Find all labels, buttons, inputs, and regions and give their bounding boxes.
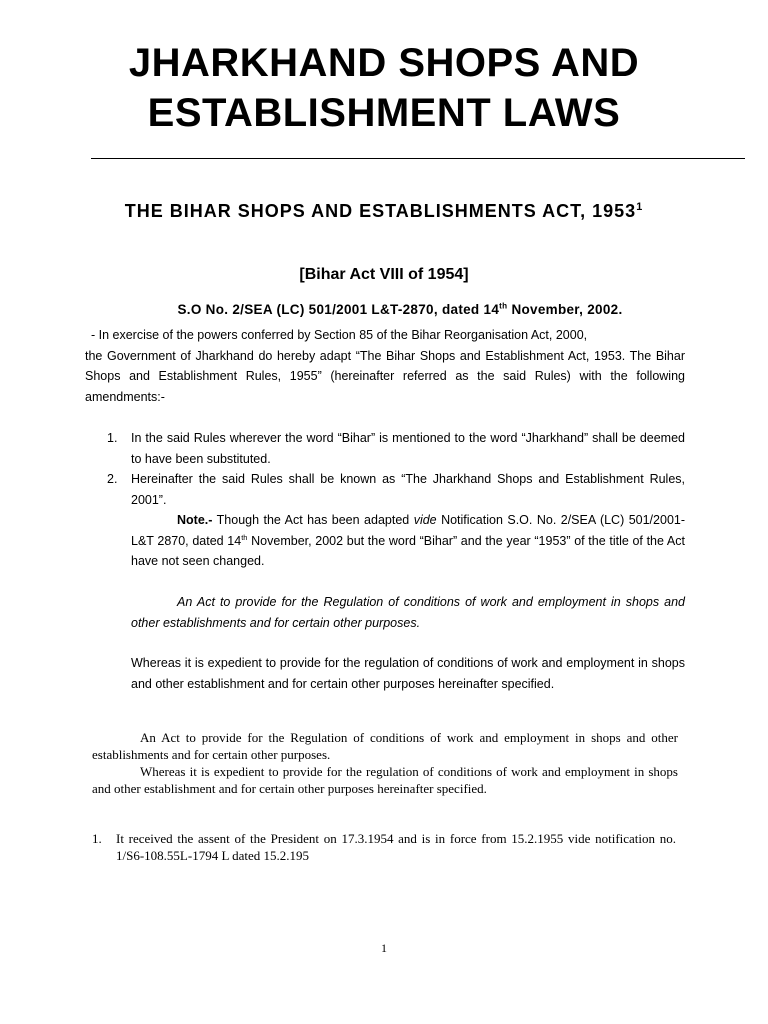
title-divider — [91, 158, 745, 159]
footnote-number: 1. — [92, 831, 102, 846]
list-item — [107, 428, 685, 469]
note-text-1: Though the Act has been adapted — [212, 513, 414, 527]
list-item — [107, 469, 685, 510]
note-label: Note.- — [177, 513, 213, 527]
so-line-sup: th — [499, 301, 508, 311]
footnote-text: It received the assent of the President on 17.3.1954 and is in force from 15.2.1955 vide notification no. 1/S6-108.55L-1794 L dated 15.2.195 — [116, 831, 676, 863]
so-line-tail: November, 2002. — [507, 302, 623, 317]
whereas-paragraph: Whereas it is expedient to provide for the regulation of conditions of work and employment in shops and other establishment and for certain other purposes hereinafter specified. — [131, 656, 685, 691]
footnote — [92, 830, 676, 864]
list-item-number: 2. — [107, 472, 118, 486]
act-title-footnote-ref[interactable]: 1 — [636, 201, 644, 213]
note-sup: th — [241, 532, 248, 542]
so-line-text: S.O No. 2/SEA (LC) 501/2001 L&T-2870, dated 14 — [177, 302, 500, 317]
preamble-italic — [131, 592, 685, 633]
list-item-text: In the said Rules wherever the word “Bihar” is mentioned to the word “Jharkhand” shall be deemed to have been substituted. — [131, 431, 685, 466]
act-subtitle: [Bihar Act VIII of 1954] — [299, 266, 469, 283]
serif-preamble: An Act to provide for the Regulation of conditions of work and employment in shops and other establishments and for certain other purposes. — [92, 730, 678, 762]
notification-reference — [80, 299, 720, 321]
preamble-italic-text: An Act to provide for the Regulation of conditions of work and employment in shops and other establishments and for certain other purposes. — [131, 595, 685, 630]
note-paragraph — [131, 510, 685, 572]
note-text-3: November, 2002 but the word “Bihar” and the year “1953” of the title of the Act have not seen changed. — [131, 533, 685, 568]
intro-body: the Government of Jharkhand do hereby adapt “The Bihar Shops and Establishment Act, 1953. The Bihar Shops and Establishment Rules, 1955” (hereinafter referred as the said Rules) with the following amendments:- — [85, 348, 685, 404]
act-title-text: THE BIHAR SHOPS AND ESTABLISHMENTS ACT, 1953 — [124, 201, 637, 221]
intro-paragraph — [85, 325, 685, 407]
note-text-2: Notification S.O. No. 2/SEA (LC) 501/2001-L&T 2870, dated 14 — [131, 513, 686, 548]
serif-preamble-block — [92, 729, 678, 797]
list-item-number: 1. — [107, 431, 118, 445]
act-title — [110, 195, 658, 227]
page-number: 1 — [381, 941, 387, 955]
intro-first-line: - In exercise of the powers conferred by Section 85 of the Bihar Reorganisation Act, 2000, — [91, 328, 588, 342]
amendment-list — [107, 428, 685, 510]
list-item-text: Hereinafter the said Rules shall be known as “The Jharkhand Shops and Establishment Rules, 2001”. — [131, 472, 685, 507]
serif-whereas: Whereas it is expedient to provide for the regulation of conditions of work and employment in shops and other establishment and for certain other purposes hereinafter specified. — [92, 764, 678, 796]
document-main-title: JHARKHAND SHOPS AND ESTABLISHMENT LAWS — [128, 41, 640, 135]
note-vide: vide — [413, 513, 437, 527]
